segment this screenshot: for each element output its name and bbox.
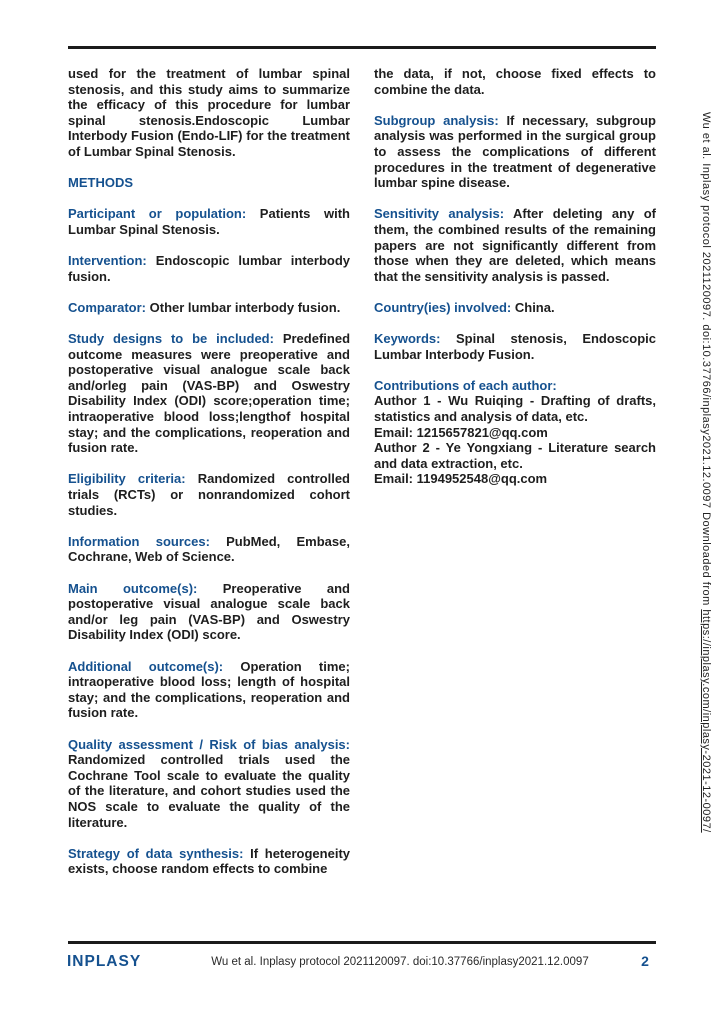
contribution-line: Email: 1215657821@qq.com (374, 424, 548, 440)
section-label: Participant or population: (68, 206, 247, 222)
top-rule (68, 46, 656, 49)
contribution-line: Author 1 - Wu Ruiqing - Drafting of drafts, statistics and analysis of data, etc. (374, 393, 656, 425)
section-label: Additional outcome(s): (68, 658, 224, 674)
article-body (68, 66, 656, 877)
right-column (374, 66, 656, 877)
contribution-line: Author 2 - Ye Yongxiang - Literature search and data extraction, etc. (374, 440, 656, 471)
section-label: Study designs to be included: (68, 331, 274, 347)
eligibility-criteria: Eligibility criteria: Randomized controlled trials (RCTs) or nonrandomized cohort studies. (68, 471, 350, 518)
sidebar-download-link[interactable]: https://inplasy.com/inplasy-2021-12-0097/ (700, 609, 712, 833)
subgroup-analysis: Subgroup analysis: If necessary, subgroup analysis was performed in the surgical group to assess the complications of different procedures in the treatment of degenerative lumbar spine disease. (374, 112, 656, 191)
section-label: Information sources: (68, 533, 210, 549)
page-number: 2 (641, 953, 649, 969)
strategy-of-data-synthesis: Strategy of data synthesis: If heterogeneity exists, choose random effects to combine (68, 845, 350, 877)
section-label: Country(ies) involved: (374, 299, 512, 315)
sensitivity-analysis: Sensitivity analysis: After deleting any of them, the combined results of the remaining papers are not significantly different from those when they are deleted, which means that the sensitivity analysis is passed. (374, 206, 656, 284)
abstract-continuation: used for the treatment of lumbar spinal stenosis, and this study aims to summarize the efficacy of this procedure for lumbar spinal stenosis.Endoscopic Lumbar Interbody Fusion (Endo-LIF) for the treatment of Lumbar Spinal Stenosis. (68, 66, 350, 159)
intervention: Intervention: Endoscopic lumbar interbody fusion. (68, 253, 350, 284)
comparator: Comparator: Other lumbar interbody fusion. (68, 299, 341, 315)
information-sources: Information sources: PubMed, Embase, Cochrane, Web of Science. (68, 533, 350, 565)
methods-heading: METHODS (68, 175, 133, 191)
section-label: Eligibility criteria: (68, 471, 186, 487)
section-label: Main outcome(s): (68, 580, 198, 596)
inplasy-logo: INPLASY (67, 953, 142, 970)
section-label: Strategy of data synthesis: (68, 845, 244, 861)
left-column (68, 66, 350, 877)
contributions (374, 378, 656, 487)
additional-outcomes: Additional outcome(s): Operation time; intraoperative blood loss; length of hospital stay; and the complications, reoperation and fusion rate. (68, 658, 350, 721)
countries-involved: Country(ies) involved: China. (374, 299, 555, 315)
contribution-line: Email: 1194952548@qq.com (374, 471, 548, 487)
quality-assessment: Quality assessment / Risk of bias analysis: Randomized controlled trials used the Cochrane Tool scale to evaluate the quality of the literature, and cohort studies used the NOS scale to evaluate the quality of the literature. (68, 736, 350, 830)
section-label: Quality assessment / Risk of bias analysis: (68, 736, 350, 752)
section-label: Contributions of each author: (374, 377, 557, 393)
main-outcomes: Main outcome(s): Preoperative and postoperative visual analogue scale back and/or leg pain (VAS-BP) and Oswestry Disability Index (ODI) score. (68, 580, 350, 643)
section-label: Keywords: (374, 331, 441, 347)
section-label: Sensitivity analysis: (374, 206, 505, 222)
footer-citation: Wu et al. Inplasy protocol 2021120097. doi:10.37766/inplasy2021.12.0097 (211, 956, 589, 968)
section-label: Comparator: (68, 299, 147, 315)
sidebar-citation (698, 112, 712, 924)
study-designs: Study designs to be included: Predefined outcome measures were preoperative and postoperative visual analogue scale back and/orleg pain (VAS-BP) and Oswestry Disability Index (ODI) score;operation time; intraoperative blood loss;lengthof hospital stay; and the complications, reoperation and fusion rate. (68, 331, 351, 456)
sidebar-citation-text: Wu et al. Inplasy protocol 2021120097. doi:10.37766/inplasy2021.12.0097 Downloaded from (700, 112, 712, 610)
strategy-continuation: the data, if not, choose fixed effects to combine the data. (374, 66, 656, 97)
participant-or-population: Participant or population: Patients with Lumbar Spinal Stenosis. (68, 206, 350, 237)
footer-rule (68, 941, 656, 944)
keywords: Keywords: Spinal stenosis, Endoscopic Lumbar Interbody Fusion. (374, 331, 656, 362)
section-label: Intervention: (68, 253, 147, 269)
section-label: Subgroup analysis: (374, 112, 499, 128)
